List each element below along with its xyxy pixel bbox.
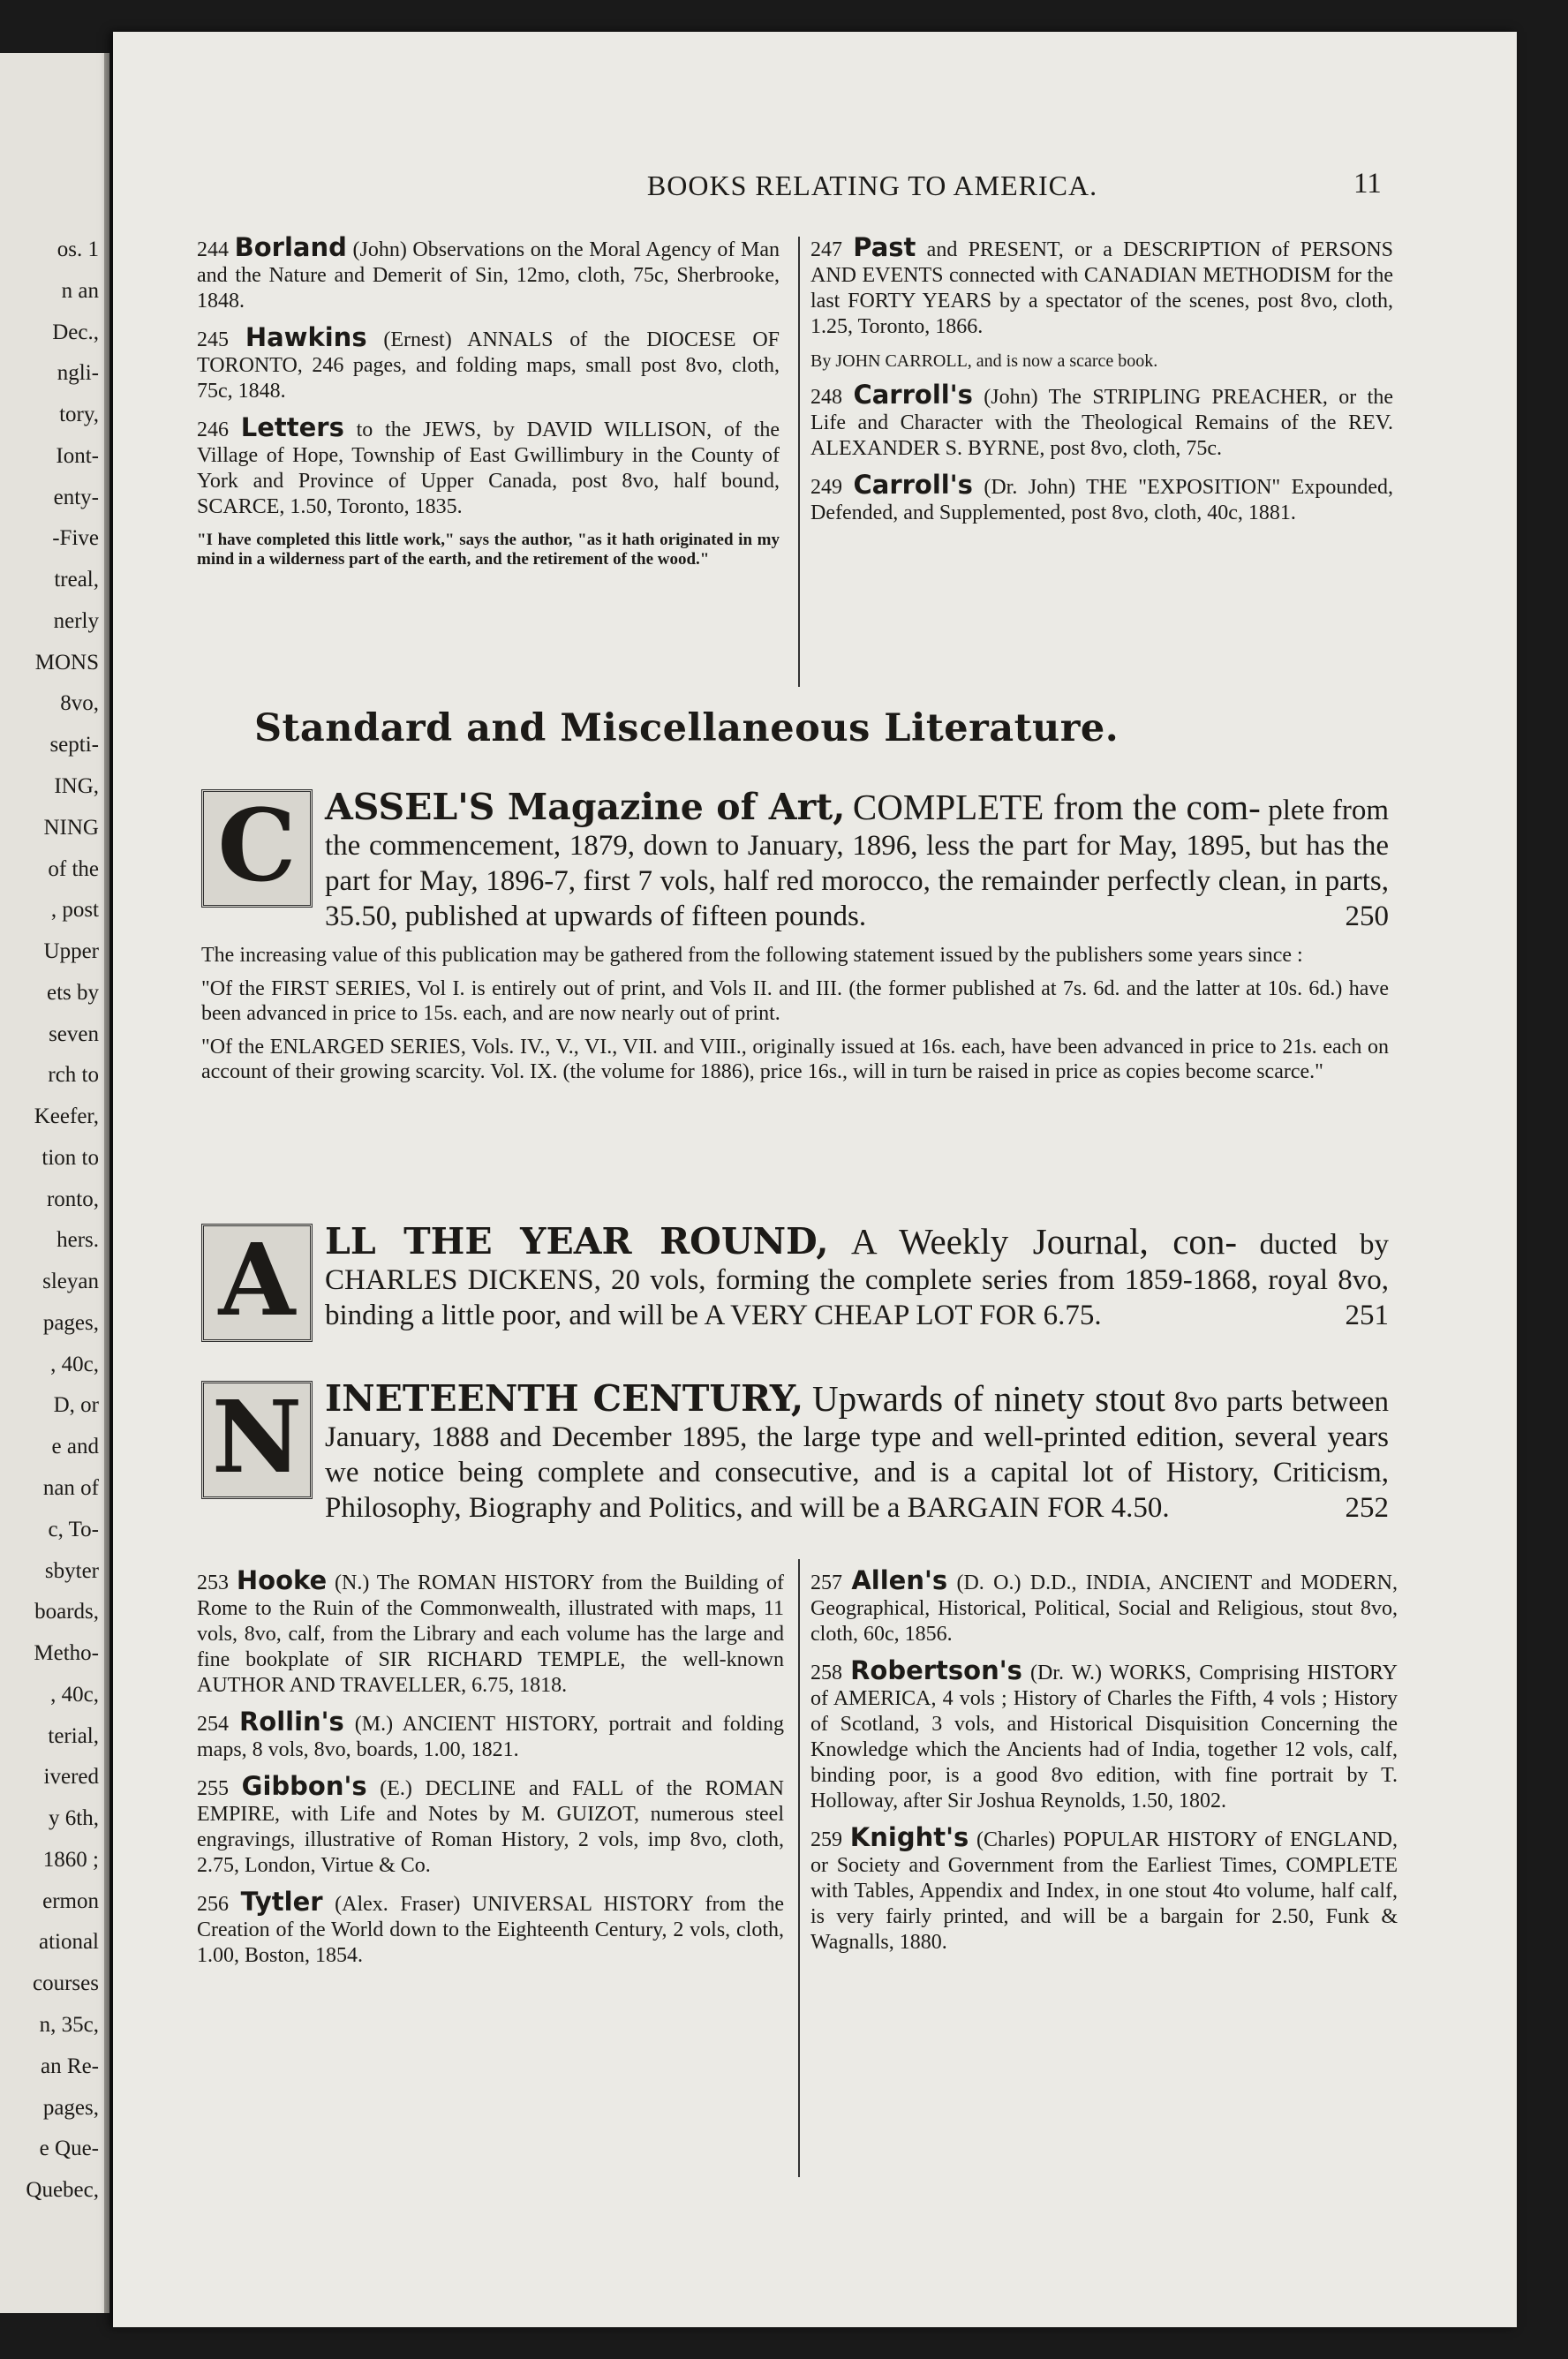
description-paragraph: "Of the ENLARGED SERIES, Vols. IV., V., VI., VII. and VIII., originally issued at 16s. each, have been advanced in price to 21s. each on account of their growing scarcity. Vol. IX. (the volume for 1886), price 16s., will in turn be raised in price as copies become scarce." [201, 1036, 1389, 1083]
facing-page-fragment: tion to [41, 1145, 99, 1170]
facing-page-fragment: pages, [42, 2095, 99, 2120]
facing-page-fragment: seven [49, 1021, 99, 1046]
description-paragraph: The increasing value of this publication may be gathered from the following statement issued by the publishers some years since : [201, 944, 1303, 967]
lot-number: 252 [1345, 1492, 1389, 1524]
section-heading: Standard and Miscellaneous Literature. [254, 706, 1119, 750]
facing-page-fragment: sleyan [42, 1270, 99, 1294]
facing-page-fragment: NING [43, 815, 99, 840]
catalogue-entry: 256 Tytler (Alex. Fraser) UNIVERSAL HISTORY from the Creation of the World down to the Eighteenth Century, 2 vols, cloth, 1.00, Boston, 1854. [197, 1887, 785, 1967]
entry-note: By JOHN CARROLL, and is now a scarce book. [810, 351, 1158, 371]
ornamental-initial: N [201, 1381, 313, 1499]
facing-page-fragment: -Five [52, 526, 99, 551]
facing-page-fragment: ets by [46, 980, 99, 1005]
facing-page-fragment: terial, [48, 1723, 99, 1748]
facing-page-fragment: enty- [53, 485, 99, 509]
page-number: 11 [1353, 168, 1382, 200]
lot-number: 251 [1345, 1300, 1389, 1331]
facing-page-fragment: c, To- [48, 1517, 99, 1541]
facing-page-fragment: Dec., [52, 320, 99, 344]
facing-page-fragment: ING, [54, 773, 99, 798]
bottom-left-column [197, 1565, 785, 1979]
facing-page-fragment: of the [48, 856, 99, 881]
catalogue-entry: 254 Rollin's (M.) ANCIENT HISTORY, portrait and folding maps, 8 vols, 8vo, boards, 1.00, 1821. [197, 1707, 785, 1761]
facing-page-fragment: an Re- [41, 2054, 99, 2078]
catalogue-entry: 248 Carroll's (John) The STRIPLING PREACHER, or the Life and Character with the Theological Remains of the REV. ALEXANDER S. BYRNE, post 8vo, cloth, 75c. [810, 380, 1394, 460]
catalogue-entry: 257 Allen's (D. O.) D.D., INDIA, ANCIENT and MODERN, Geographical, Historical, Political, Social and Religious, stout 8vo, cloth, 60c, 1856. [810, 1565, 1398, 1646]
catalogue-entry: 245 Hawkins (Ernest) ANNALS of the DIOCESE OF TORONTO, 246 pages, and folding maps, small post 8vo, cloth, 75c, 1848. [197, 322, 780, 403]
catalogue-entry: 246 Letters to the JEWS, by DAVID WILLISON, of the Village of Hope, Township of East Gwillimbury in the County of York and Province of Upper Canada, post 8vo, half bound, SCARCE, 1.50, Toronto, 1835. [197, 412, 780, 518]
facing-page-fragment: e and [51, 1435, 99, 1459]
catalogue-entry: 247 Past and PRESENT, or a DESCRIPTION of PERSONS AND EVENTS connected with CANADIAN METHODISM for the last FORTY YEARS by a spectator of the scenes, post 8vo, cloth, 1.25, Toronto, 1866. [810, 232, 1394, 338]
facing-page-fragment: , 40c, [50, 1682, 99, 1707]
column-rule [798, 1559, 800, 2177]
catalogue-entry: 258 Robertson's (Dr. W.) WORKS, Comprising HISTORY of AMERICA, 4 vols ; History of Charles the Fifth, 4 vols ; History of Scotland, 3 vols, and Historical Disquisition Concerning the Knowledge which the Ancients had of India, together 12 vols, calf, binding poor, is a good 8vo edition, with fine portrait by T. Holloway, after Sir Joshua Reynolds, 1.50, 1802. [810, 1655, 1398, 1813]
facing-page-fragment: 8vo, [60, 691, 99, 716]
catalogue-page [113, 32, 1517, 2327]
facing-page-fragment: septi- [49, 733, 99, 757]
facing-page-fragment: ermon [42, 1888, 99, 1913]
facing-page-fragment: nan of [42, 1476, 99, 1500]
facing-page-fragment: ivered [43, 1765, 99, 1790]
top-left-column [197, 232, 780, 569]
facing-page-fragment: 1860 ; [42, 1847, 99, 1872]
facing-page-fragment: treal, [54, 568, 99, 592]
facing-page-fragment: e Que- [39, 2137, 99, 2161]
lot-number: 250 [1345, 901, 1389, 932]
facing-page-fragment: os. 1 [57, 237, 99, 261]
facing-page-edge [0, 53, 109, 2313]
facing-page-fragment: rch to [48, 1063, 99, 1088]
facing-page-fragment: Metho- [34, 1641, 99, 1666]
facing-page-fragment: , 40c, [50, 1352, 99, 1376]
facing-page-fragment: D, or [53, 1393, 99, 1418]
facing-page-fragment: Iont- [56, 443, 99, 468]
facing-page-fragment: Quebec, [26, 2178, 99, 2203]
catalogue-entry: 244 Borland (John) Observations on the Moral Agency of Man and the Nature and Demerit of Sin, 12mo, cloth, 75c, Sherbrooke, 1848. [197, 232, 780, 313]
facing-page-fragment: pages, [42, 1310, 99, 1335]
ornamental-initial: A [201, 1224, 313, 1342]
facing-page-fragment: nerly [53, 608, 99, 633]
description-paragraph: "Of the FIRST SERIES, Vol I. is entirely out of print, and Vols II. and III. (the former published at 7s. 6d. and the latter at 10s. 6d.) have been advanced in price to 15s. each, and are now nearly out of print. [201, 977, 1389, 1025]
bottom-right-column [810, 1565, 1398, 1966]
catalogue-entry: 253 Hooke (N.) The ROMAN HISTORY from the Building of Rome to the Ruin of the Commonwealth, illustrated with maps, 11 vols, 8vo, calf, from the Library and each volume has the large and fine bookplate of SIR RICHARD TEMPLE, the well-known AUTHOR AND TRAVELLER, 6.75, 1818. [197, 1565, 785, 1697]
facing-page-fragment: , post [50, 898, 99, 923]
facing-page-fragment: Upper [43, 939, 99, 964]
facing-page-fragment: tory, [59, 403, 99, 427]
featured-entry-all-the-year-round: A LL THE YEAR ROUND, A Weekly Journal, con- ducted by CHARLES DICKENS, 20 vols, forming the complete series from 1859-1868, royal 8vo, binding a little poor, and will be A VERY CHEAP LOT FOR 6.75. 251 [201, 1224, 1389, 1342]
facing-page-fragment: ational [38, 1930, 99, 1955]
facing-page-fragment: y 6th, [49, 1806, 99, 1831]
facing-page-fragment: sbyter [44, 1558, 99, 1583]
top-right-column [810, 232, 1394, 537]
facing-page-fragment: boards, [34, 1600, 99, 1624]
catalogue-entry: 255 Gibbon's (E.) DECLINE and FALL of the ROMAN EMPIRE, with Life and Notes by M. GUIZOT, numerous steel engravings, illustrative of Roman History, 2 vols, imp 8vo, cloth, 2.75, London, Virtue & Co. [197, 1771, 784, 1877]
facing-page-fragment: Keefer, [34, 1104, 99, 1129]
catalogue-entry: 249 Carroll's (Dr. John) THE "EXPOSITION" Expounded, Defended, and Supplemented, post 8vo, cloth, 40c, 1881. [810, 470, 1393, 524]
column-rule [798, 237, 800, 687]
facing-page-fragment: courses [33, 1971, 99, 1996]
facing-page-fragment: ronto, [46, 1187, 99, 1211]
running-head: BOOKS RELATING TO AMERICA. [646, 170, 1098, 201]
facing-page-fragment: n, 35c, [39, 2012, 99, 2037]
featured-entry-nineteenth-century: N INETEENTH CENTURY, Upwards of ninety stout 8vo parts between January, 1888 and December 1895, the large type and well-printed edition, several years we notice being complete and consecutive, and is a capital lot of History, Criticism, Philosophy, Biography and Politics, and will be a BARGAIN FOR 4.50. 252 [201, 1381, 1389, 1526]
facing-page-fragment: n an [61, 278, 99, 303]
featured-entry-cassell: C ASSEL'S Magazine of Art, COMPLETE from the com- plete from the commencement, 1879, down to January, 1896, less the part for May, 1895, but has the part for May, 1896-7, first 7 vols, half red morocco, the remainder perfectly clean, in parts, 35.50, published at upwards of fifteen pounds. 250 The increasing value of this publication may be gathered from the following statement issued by the publishers some years since : "Of the FIRST SERIES, Vol I. is entirely out of print, and Vols II. and III. (the former published at 7s. 6d. and the latter at 10s. 6d.) have been advanced in price to 15s. each, and are now nearly out of print. "Of the ENLARGED SERIES, Vols. IV., V., VI., VII. and VIII., originally issued at 16s. each, have been advanced in price to 21s. each on account of their growing scarcity. Vol. IX. (the volume for 1886), price 16s., will in turn be raised in price as copies become scarce." [201, 786, 1390, 1083]
facing-page-fragment: MONS [34, 650, 99, 675]
author-quote: "I have completed this little work," says the author, "as it hath originated in my mind in a wilderness part of the earth, and the retirement of the wood." [197, 531, 780, 569]
ornamental-initial: C [201, 789, 313, 908]
facing-page-fragment: ngli- [57, 361, 99, 386]
facing-page-fragment: hers. [57, 1228, 99, 1253]
catalogue-entry: 259 Knight's (Charles) POPULAR HISTORY of ENGLAND, or Society and Government from the Earliest Times, COMPLETE with Tables, Appendix and Index, in one stout 4to volume, half calf, is very fairly printed, and will be a bargain for 2.50, Funk & Wagnalls, 1880. [810, 1822, 1398, 1954]
